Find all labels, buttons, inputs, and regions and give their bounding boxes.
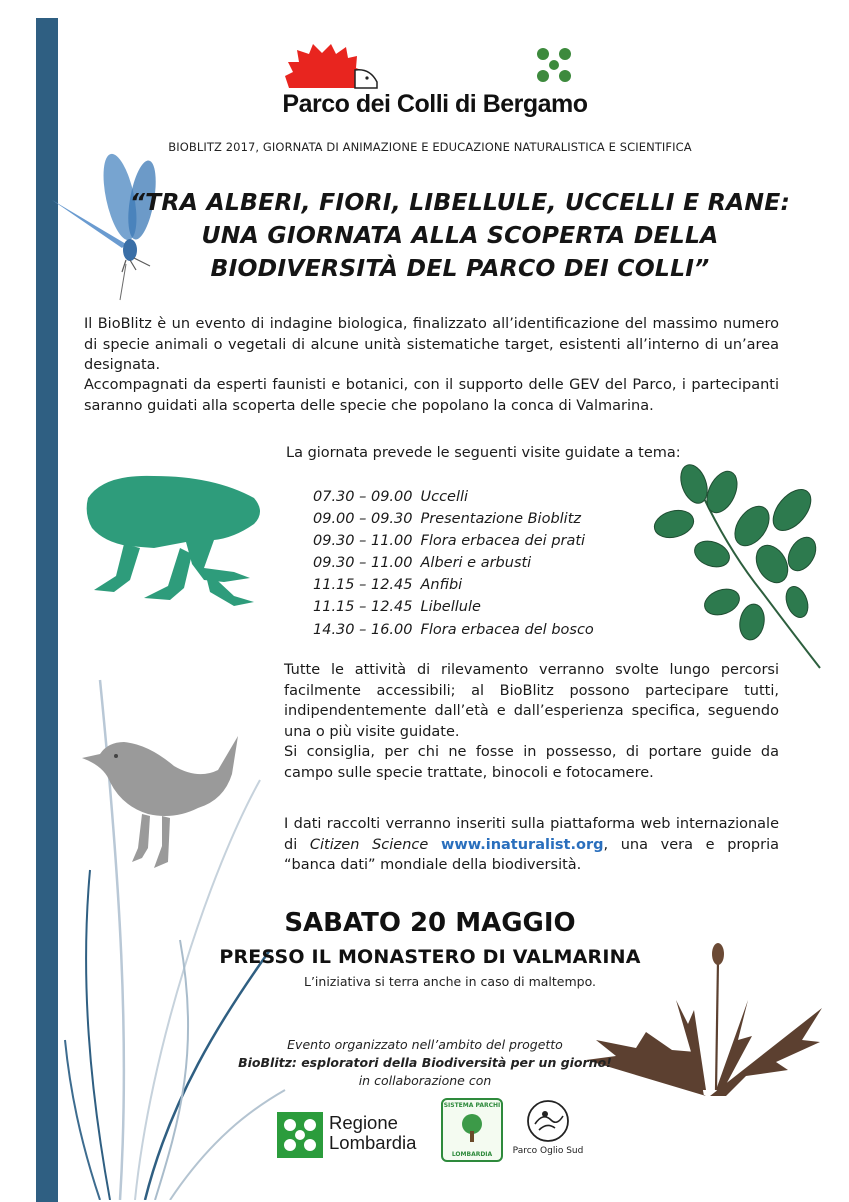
lombardy-cross-icon (277, 1112, 323, 1158)
schedule-time: 09.30 – 11.00 (313, 533, 413, 550)
intro-paragraph: Il BioBlitz è un evento di indagine biologica, finalizzato all’identificazione del massimo numero di specie animali o vegetali di alcune unità sistematiche target, esistenti all’interno di un’area designata. (84, 316, 779, 373)
lombardy-cross-icon (535, 46, 573, 84)
event-place: PRESSO IL MONASTERO DI VALMARINA (219, 946, 641, 968)
schedule-topic: Flora erbacea dei prati (420, 533, 586, 550)
tree-icon (458, 1113, 486, 1143)
schedule-list (313, 486, 643, 641)
experts-paragraph: Accompagnati da esperti faunisti e botanici, con il supporto delle GEV del Parco, i partecipanti saranno guidati alla scoperta delle specie che popolano la conca di Valmarina. (84, 377, 779, 414)
regione-label: Regione (329, 1112, 398, 1133)
schedule-time: 09.00 – 09.30 (313, 511, 413, 528)
schedule-time: 14.30 – 16.00 (313, 621, 413, 638)
organizers-line-3: in collaborazione con (358, 1073, 492, 1088)
lombardia-label: Lombardia (329, 1132, 417, 1153)
schedule-intro: La giornata prevede le seguenti visite guidate a tema: (286, 445, 681, 461)
event-headline (120, 186, 800, 285)
event-date: SABATO 20 MAGGIO (284, 908, 576, 938)
headline-line-1: “TRA ALBERI, FIORI, LIBELLULE, UCCELLI E RANE: (129, 188, 791, 216)
activities-paragraph: Tutte le attività di rilevamento verranno svolte lungo percorsi facilmente accessibili; al BioBlitz possono partecipare tutti, indipendentemente dall’età e dall’esperienza specifica, seguendo una o più visite guidate. (284, 662, 779, 740)
schedule-row (313, 552, 643, 574)
schedule-time: 11.15 – 12.45 (313, 577, 413, 594)
schedule-row (313, 574, 643, 596)
schedule-topic: Alberi e arbusti (420, 555, 532, 572)
weather-note: L’iniziativa si terra anche in caso di maltempo. (303, 974, 597, 989)
data-paragraph (284, 814, 779, 876)
schedule-time: 07.30 – 09.00 (313, 489, 413, 505)
schedule-row (313, 619, 643, 641)
data-text-a: I dati raccolti verranno inseriti sulla piattaforma web internazionale di (284, 816, 779, 853)
schedule-topic: Uccelli (420, 489, 469, 505)
headline-line-3: BIODIVERSITÀ DEL PARCO DEI COLLI” (210, 254, 710, 282)
regione-lombardia-text (329, 1113, 416, 1153)
oglio-sud-logo-icon (525, 1098, 571, 1144)
schedule-row (313, 530, 643, 552)
schedule-row (313, 508, 643, 530)
bird-icon (78, 730, 240, 870)
project-name: BioBlitz: esploratori della Biodiversità per un giorno! (238, 1055, 612, 1070)
leaf-branch-icon (652, 462, 824, 672)
advice-paragraph: Si consiglia, per chi ne fosse in possesso, di portare guide da campo sulle specie trattate, binocoli e fotocamere. (284, 744, 779, 781)
schedule-topic: Anfibi (420, 577, 463, 594)
hedgehog-logo-icon (285, 42, 380, 90)
data-text-b: , una vera e propria “banca dati” mondiale della biodiversità. (284, 836, 779, 873)
schedule-topic: Libellule (420, 599, 481, 616)
schedule-time: 11.15 – 12.45 (313, 599, 413, 616)
organizers-block (215, 1036, 635, 1090)
organizers-line-1: Evento organizzato nell’ambito del progetto (287, 1037, 563, 1052)
regione-lombardia-logo (277, 1112, 323, 1158)
schedule-time: 09.30 – 11.00 (313, 555, 413, 572)
event-subtitle: BIOBLITZ 2017, GIORNATA DI ANIMAZIONE E EDUCAZIONE NATURALISTICA E SCIENTIFICA (168, 140, 692, 154)
park-name: Parco dei Colli di Bergamo (282, 90, 588, 118)
schedule-topic: Presentazione Bioblitz (420, 511, 581, 528)
frog-icon (84, 468, 266, 608)
inaturalist-link[interactable]: www.inaturalist.org (440, 836, 604, 853)
schedule-topic: Flora erbacea del bosco (420, 621, 594, 638)
schedule-row (313, 486, 643, 508)
sistema-parchi-top: SISTEMA PARCHI (443, 1102, 501, 1109)
headline-line-2: UNA GIORNATA ALLA SCOPERTA DELLA (201, 221, 719, 249)
sistema-parchi-logo (441, 1098, 503, 1162)
citizen-science-text: Citizen Science (309, 836, 429, 853)
sistema-parchi-bottom: LOMBARDIA (451, 1151, 493, 1158)
oglio-sud-label: Parco Oglio Sud (512, 1146, 584, 1156)
schedule-row (313, 596, 643, 618)
